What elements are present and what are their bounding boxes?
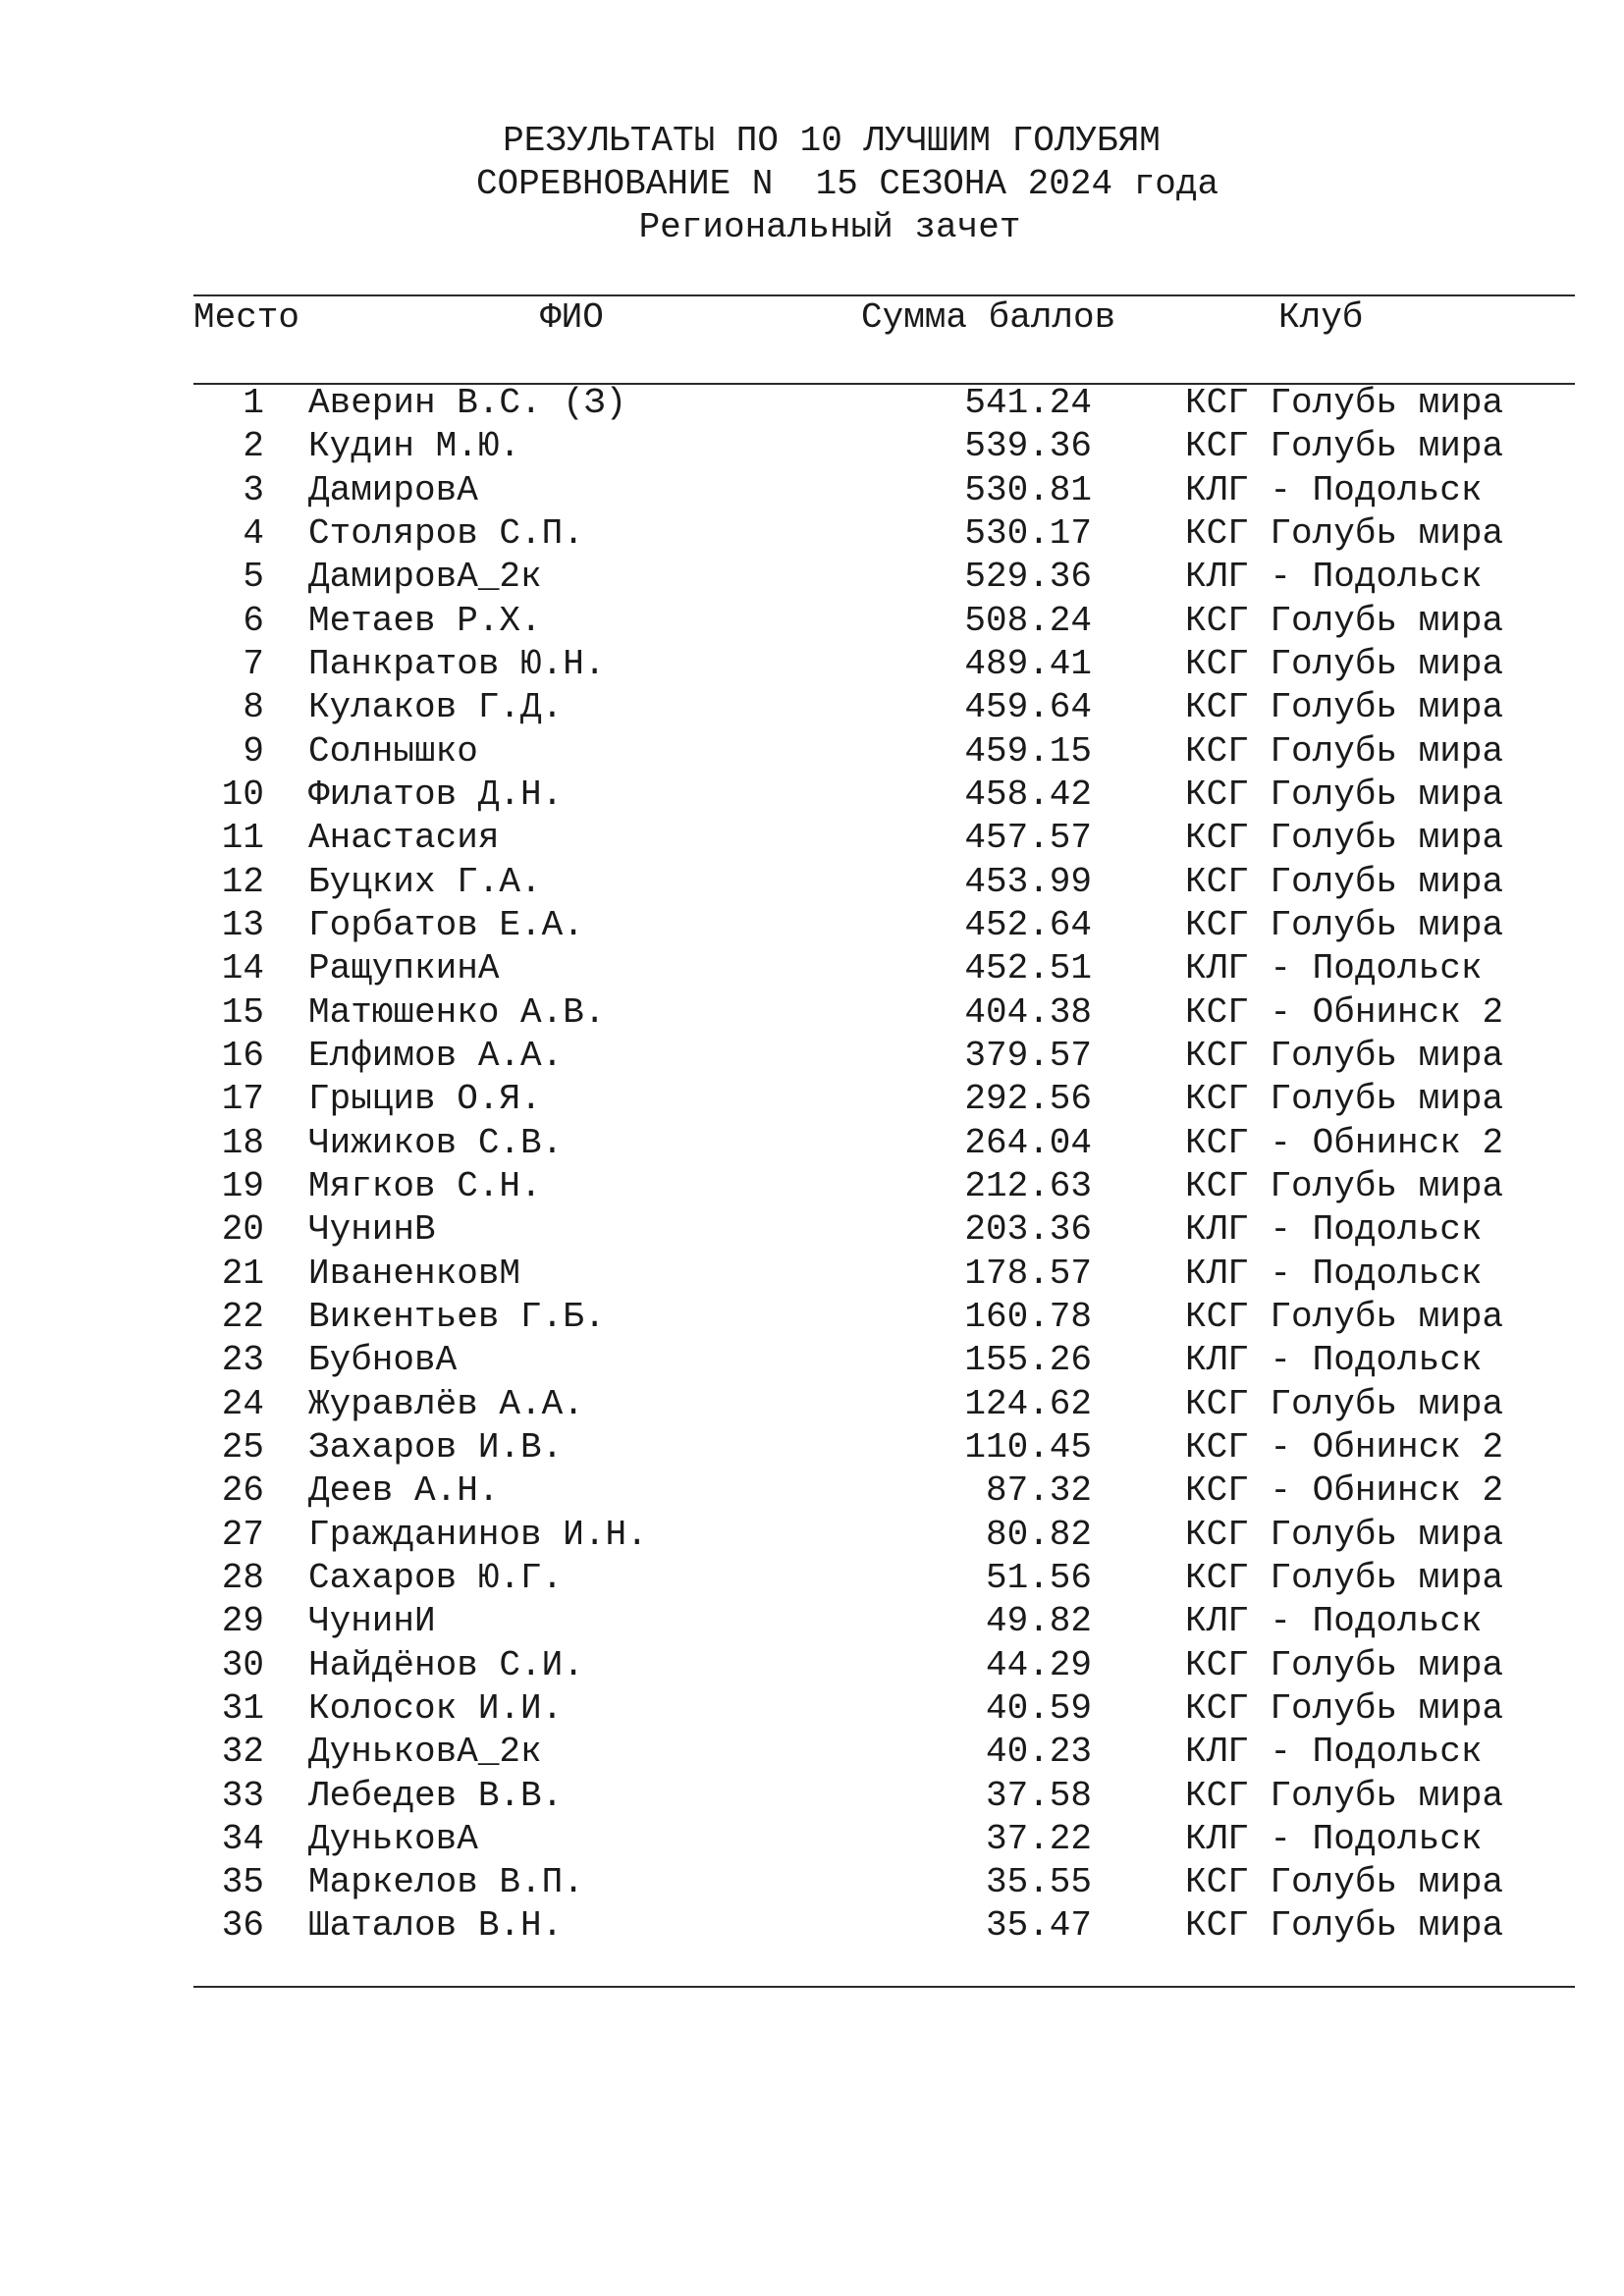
row-club: КЛГ - Подольск [1185, 469, 1483, 510]
row-name: Елфимов А.А. [308, 1035, 564, 1076]
row-place: 6 [243, 600, 264, 641]
row-club: КЛГ - Подольск [1185, 1253, 1483, 1294]
column-header-place: Место [193, 297, 300, 338]
row-score: 541.24 [964, 383, 1092, 423]
column-header-club: Клуб [1278, 297, 1364, 338]
row-place: 1 [243, 383, 264, 423]
row-score: 459.15 [964, 730, 1092, 772]
table-row [0, 1122, 1624, 1165]
row-name: Буцких Г.А. [308, 861, 542, 902]
row-name: Сахаров Ю.Г. [308, 1557, 564, 1598]
table-row [0, 382, 1624, 425]
row-club: КСГ Голубь мира [1185, 1296, 1504, 1337]
table-row [0, 1296, 1624, 1339]
row-club: КЛГ - Подольск [1185, 1209, 1483, 1251]
row-place: 24 [221, 1383, 264, 1424]
row-name: ДамировА_2к [308, 557, 542, 598]
row-name: ДуньковА_2к [308, 1732, 542, 1773]
row-club: КСГ Голубь мира [1185, 730, 1504, 772]
row-place: 2 [243, 426, 264, 467]
table-row [0, 1904, 1624, 1948]
row-name: Солнышко [308, 730, 478, 772]
row-club: КСГ Голубь мира [1185, 1687, 1504, 1729]
row-score: 203.36 [964, 1209, 1092, 1251]
row-score: 87.32 [985, 1470, 1092, 1512]
table-row [0, 1775, 1624, 1818]
row-name: ЧунинИ [308, 1601, 436, 1642]
row-score: 457.57 [964, 818, 1092, 859]
row-score: 40.23 [985, 1732, 1092, 1773]
row-place: 4 [243, 512, 264, 554]
table-row [0, 1818, 1624, 1861]
row-club: КСГ Голубь мира [1185, 1165, 1504, 1206]
table-row [0, 643, 1624, 686]
row-score: 539.36 [964, 426, 1092, 467]
row-score: 80.82 [985, 1514, 1092, 1555]
row-place: 34 [221, 1818, 264, 1859]
row-place: 18 [221, 1122, 264, 1163]
row-score: 489.41 [964, 643, 1092, 684]
row-name: ИваненковМ [308, 1253, 521, 1294]
row-name: Мягков С.Н. [308, 1165, 542, 1206]
row-score: 49.82 [985, 1601, 1092, 1642]
row-name: Маркелов В.П. [308, 1862, 584, 1903]
row-place: 9 [243, 730, 264, 772]
row-score: 35.55 [985, 1862, 1092, 1903]
row-club: КСГ Голубь мира [1185, 1775, 1504, 1816]
column-header-name: ФИО [540, 297, 604, 338]
table-row [0, 730, 1624, 774]
row-score: 124.62 [964, 1383, 1092, 1424]
row-score: 452.64 [964, 904, 1092, 945]
row-name: Журавлёв А.А. [308, 1383, 584, 1424]
row-club: КСГ - Обнинск 2 [1185, 991, 1504, 1033]
row-club: КСГ Голубь мира [1185, 861, 1504, 902]
row-score: 37.22 [985, 1818, 1092, 1859]
row-name: Гражданинов И.Н. [308, 1514, 648, 1555]
row-place: 27 [221, 1514, 264, 1555]
row-name: Захаров И.В. [308, 1426, 564, 1468]
row-score: 530.17 [964, 512, 1092, 554]
row-place: 16 [221, 1035, 264, 1076]
table-row [0, 1165, 1624, 1208]
column-header-score: Сумма баллов [861, 297, 1116, 338]
row-place: 29 [221, 1601, 264, 1642]
row-score: 529.36 [964, 557, 1092, 598]
table-row [0, 904, 1624, 947]
row-name: Анастасия [308, 818, 500, 859]
row-place: 35 [221, 1862, 264, 1903]
table-row [0, 774, 1624, 817]
row-club: КСГ Голубь мира [1185, 1862, 1504, 1903]
row-place: 21 [221, 1253, 264, 1294]
row-score: 459.64 [964, 687, 1092, 728]
row-score: 404.38 [964, 991, 1092, 1033]
row-club: КСГ - Обнинск 2 [1185, 1470, 1504, 1512]
row-place: 5 [243, 557, 264, 598]
row-score: 458.42 [964, 774, 1092, 815]
row-name: ДамировА [308, 469, 478, 510]
table-row [0, 1426, 1624, 1469]
row-place: 17 [221, 1079, 264, 1120]
row-club: КЛГ - Подольск [1185, 1601, 1483, 1642]
row-club: КСГ - Обнинск 2 [1185, 1122, 1504, 1163]
row-club: КСГ Голубь мира [1185, 818, 1504, 859]
row-club: КЛГ - Подольск [1185, 948, 1483, 989]
row-club: КСГ Голубь мира [1185, 1035, 1504, 1076]
table-row [0, 1600, 1624, 1643]
row-name: Аверин В.С. (З) [308, 383, 627, 423]
row-score: 264.04 [964, 1122, 1092, 1163]
row-score: 453.99 [964, 861, 1092, 902]
row-club: КСГ Голубь мира [1185, 904, 1504, 945]
row-place: 20 [221, 1209, 264, 1251]
row-name: Кудин М.Ю. [308, 426, 521, 467]
document-subtitle: СОРЕВНОВАНИЕ N 15 СЕЗОНА 2024 года [475, 164, 1219, 204]
row-club: КСГ Голубь мира [1185, 383, 1504, 423]
row-name: Панкратов Ю.Н. [308, 643, 606, 684]
results-table-body [0, 382, 1624, 1949]
row-score: 379.57 [964, 1035, 1092, 1076]
row-place: 25 [221, 1426, 264, 1468]
table-row [0, 1514, 1624, 1557]
table-row [0, 1035, 1624, 1078]
row-club: КСГ Голубь мира [1185, 1079, 1504, 1120]
table-row [0, 1078, 1624, 1121]
row-name: Горбатов Е.А. [308, 904, 584, 945]
row-place: 7 [243, 643, 264, 684]
row-name: Матюшенко А.В. [308, 991, 606, 1033]
row-club: КЛГ - Подольск [1185, 557, 1483, 598]
row-place: 8 [243, 687, 264, 728]
table-row [0, 1861, 1624, 1904]
row-place: 33 [221, 1775, 264, 1816]
row-place: 10 [221, 774, 264, 815]
table-row [0, 556, 1624, 599]
row-club: КСГ Голубь мира [1185, 1383, 1504, 1424]
row-score: 35.47 [985, 1905, 1092, 1947]
table-row [0, 1469, 1624, 1513]
row-score: 178.57 [964, 1253, 1092, 1294]
row-name: ЧунинВ [308, 1209, 436, 1251]
table-row [0, 1208, 1624, 1252]
row-place: 26 [221, 1470, 264, 1512]
row-place: 15 [221, 991, 264, 1033]
row-name: Метаев Р.Х. [308, 600, 542, 641]
table-row [0, 469, 1624, 512]
row-club: КСГ Голубь мира [1185, 1557, 1504, 1598]
row-club: КЛГ - Подольск [1185, 1340, 1483, 1381]
row-score: 155.26 [964, 1340, 1092, 1381]
row-score: 40.59 [985, 1687, 1092, 1729]
table-bottom-rule [193, 1986, 1575, 1988]
row-score: 51.56 [985, 1557, 1092, 1598]
row-club: КСГ - Обнинск 2 [1185, 1426, 1504, 1468]
row-score: 292.56 [964, 1079, 1092, 1120]
row-place: 23 [221, 1340, 264, 1381]
row-place: 30 [221, 1644, 264, 1685]
row-score: 160.78 [964, 1296, 1092, 1337]
row-score: 212.63 [964, 1165, 1092, 1206]
table-row [0, 1253, 1624, 1296]
table-row [0, 1339, 1624, 1382]
row-name: Лебедев В.В. [308, 1775, 564, 1816]
row-name: БубновА [308, 1340, 458, 1381]
row-club: КСГ Голубь мира [1185, 512, 1504, 554]
row-name: Найдёнов С.И. [308, 1644, 584, 1685]
row-name: Чижиков С.В. [308, 1122, 564, 1163]
table-row [0, 1383, 1624, 1426]
row-name: ДуньковА [308, 1818, 478, 1859]
row-name: Столяров С.П. [308, 512, 584, 554]
row-name: Деев А.Н. [308, 1470, 500, 1512]
table-row [0, 1644, 1624, 1687]
row-place: 19 [221, 1165, 264, 1206]
row-club: КСГ Голубь мира [1185, 1644, 1504, 1685]
table-row [0, 861, 1624, 904]
row-club: КЛГ - Подольск [1185, 1818, 1483, 1859]
row-club: КСГ Голубь мира [1185, 774, 1504, 815]
row-club: КСГ Голубь мира [1185, 687, 1504, 728]
row-place: 32 [221, 1732, 264, 1773]
table-row [0, 512, 1624, 556]
row-club: КСГ Голубь мира [1185, 643, 1504, 684]
row-score: 508.24 [964, 600, 1092, 641]
row-name: Грыцив О.Я. [308, 1079, 542, 1120]
row-club: КЛГ - Подольск [1185, 1732, 1483, 1773]
row-score: 37.58 [985, 1775, 1092, 1816]
row-name: Колосок И.И. [308, 1687, 564, 1729]
row-name: Шаталов В.Н. [308, 1905, 564, 1947]
table-row [0, 686, 1624, 729]
row-club: КСГ Голубь мира [1185, 1905, 1504, 1947]
row-score: 452.51 [964, 948, 1092, 989]
row-name: Кулаков Г.Д. [308, 687, 564, 728]
table-row [0, 1731, 1624, 1774]
row-place: 3 [243, 469, 264, 510]
row-name: Викентьев Г.Б. [308, 1296, 606, 1337]
row-score: 44.29 [985, 1644, 1092, 1685]
table-row [0, 1557, 1624, 1600]
row-place: 11 [221, 818, 264, 859]
row-place: 14 [221, 948, 264, 989]
row-name: РащупкинА [308, 948, 500, 989]
row-club: КСГ Голубь мира [1185, 600, 1504, 641]
row-name: Филатов Д.Н. [308, 774, 564, 815]
row-place: 13 [221, 904, 264, 945]
row-score: 110.45 [964, 1426, 1092, 1468]
row-club: КСГ Голубь мира [1185, 426, 1504, 467]
row-place: 22 [221, 1296, 264, 1337]
document-title: РЕЗУЛЬТАТЫ ПО 10 ЛУЧШИМ ГОЛУБЯМ [503, 121, 1161, 161]
row-place: 31 [221, 1687, 264, 1729]
table-row [0, 1687, 1624, 1731]
row-place: 12 [221, 861, 264, 902]
table-row [0, 991, 1624, 1035]
table-row [0, 817, 1624, 860]
table-row [0, 600, 1624, 643]
document-scope: Региональный зачет [638, 207, 1021, 247]
row-club: КСГ Голубь мира [1185, 1514, 1504, 1555]
row-place: 28 [221, 1557, 264, 1598]
row-place: 36 [221, 1905, 264, 1947]
row-score: 530.81 [964, 469, 1092, 510]
table-row [0, 425, 1624, 468]
table-row [0, 947, 1624, 990]
